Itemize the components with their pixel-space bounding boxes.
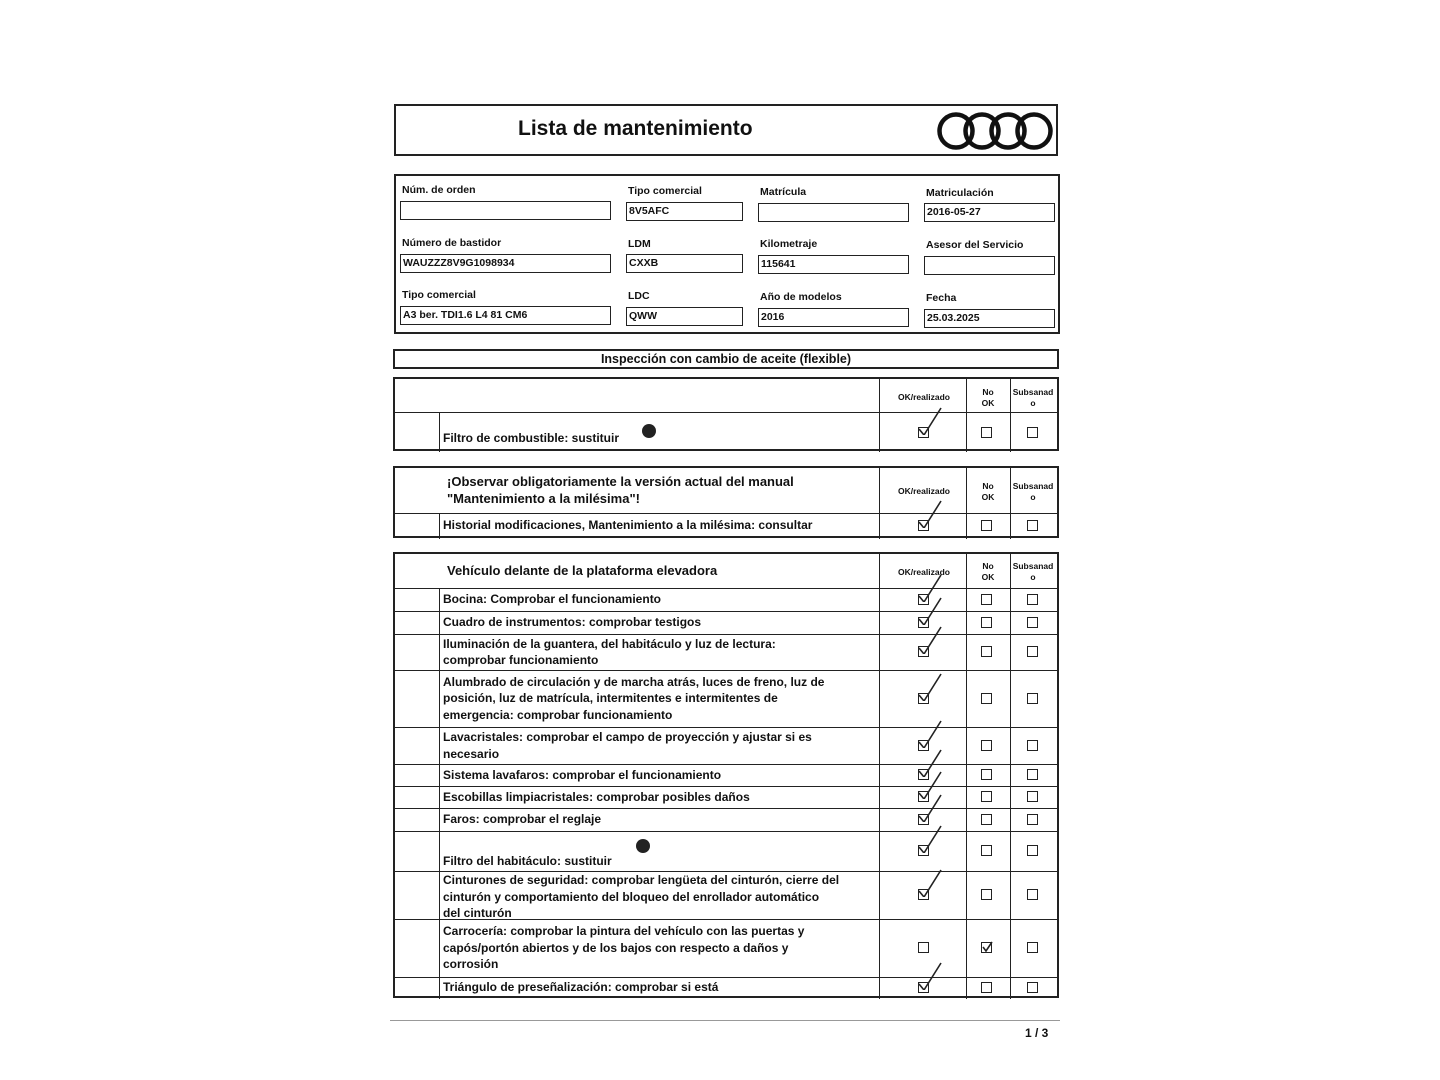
check-tick-icon <box>915 595 945 625</box>
check-tick-icon <box>915 960 945 990</box>
subsanado-header-line1: Subsanad <box>1012 481 1054 491</box>
no-ok-header-line1: No <box>982 387 994 397</box>
manual-notice-section <box>393 466 1059 538</box>
no-ok-checkbox[interactable] <box>981 791 992 802</box>
check-tick-icon <box>915 718 945 748</box>
subsanado-header-line2: o <box>1030 572 1036 582</box>
no-ok-checkbox[interactable] <box>981 769 992 780</box>
subsanado-checkbox[interactable] <box>1027 814 1038 825</box>
manual-notice-line1: ¡Observar obligatoriamente la versión actual del manual <box>447 474 794 489</box>
matriculacion-label: Matriculación <box>926 187 994 199</box>
no-ok-checkbox[interactable] <box>981 740 992 751</box>
checklist-row-line2: posición, luz de matrícula, intermitentes e intermitentes de <box>443 691 778 706</box>
checklist-row-line3: corrosión <box>443 957 499 972</box>
checklist-row-line2: comprobar funcionamiento <box>443 653 599 667</box>
matricula-label: Matrícula <box>760 186 807 198</box>
checklist-row-text <box>443 923 879 973</box>
check-tick-icon <box>915 867 945 897</box>
no-ok-checkbox[interactable] <box>981 889 992 900</box>
check-tick-icon <box>915 792 945 822</box>
ldc-label: LDC <box>628 290 650 302</box>
no-ok-checkbox[interactable] <box>981 693 992 704</box>
subsanado-checkbox[interactable] <box>1027 740 1038 751</box>
ok-column-header: OK/realizado <box>898 486 950 496</box>
checklist-row-line1: Cuadro de instrumentos: comprobar testigos <box>443 615 702 630</box>
replacement-dot-icon <box>642 424 656 438</box>
num-orden-value <box>400 201 611 220</box>
vehicle-info-box <box>394 174 1060 334</box>
asesor-label: Asesor del Servicio <box>926 239 1024 251</box>
num-orden-label: Núm. de orden <box>402 184 476 196</box>
checklist-row-text <box>443 853 879 870</box>
checklist-row-line1: Cinturones de seguridad: comprobar lengüeta del cinturón, cierre del <box>443 873 840 887</box>
ldm-label: LDM <box>628 238 651 250</box>
no-ok-checkbox[interactable] <box>981 845 992 856</box>
title-box <box>394 104 1058 156</box>
checklist-row-line3: emergencia: comprobar funcionamiento <box>443 707 673 722</box>
check-tick-icon <box>915 624 945 654</box>
subsanado-checkbox[interactable] <box>1027 427 1038 438</box>
checklist-row-line1: Alumbrado de circulación y de marcha atrás, luces de freno, luz de <box>443 674 825 689</box>
ok-column-header: OK/realizado <box>898 567 950 577</box>
ok-checkbox[interactable] <box>918 942 929 953</box>
checklist-row-line2: capós/portón abiertos y de los bajos con respecto a daños y <box>443 940 789 955</box>
no-ok-column-header <box>969 387 1007 409</box>
tipo-comercial-desc-value: A3 ber. TDI1.6 L4 81 CM6 <box>400 306 611 325</box>
check-tick-icon <box>981 941 993 953</box>
check-tick-icon <box>915 671 945 701</box>
ano-modelos-label: Año de modelos <box>760 291 842 303</box>
checklist-row-line1: Filtro del habitáculo: sustituir <box>443 854 612 868</box>
tipo-comercial-value: 8V5AFC <box>626 202 743 221</box>
tipo-comercial-desc-label: Tipo comercial <box>402 289 476 301</box>
no-ok-checkbox[interactable] <box>981 646 992 657</box>
no-ok-checkbox[interactable] <box>981 617 992 628</box>
subsanado-checkbox[interactable] <box>1027 594 1038 605</box>
checklist-row-text <box>443 729 879 762</box>
checklist-row-line1: Bocina: Comprobar el funcionamiento <box>443 592 662 607</box>
kilometraje-value: 115641 <box>758 255 909 274</box>
no-ok-header-line1: No <box>982 481 994 491</box>
subsanado-checkbox[interactable] <box>1027 693 1038 704</box>
no-ok-header-line2: OK <box>981 398 995 408</box>
subsanado-column-header <box>1010 561 1056 583</box>
four-rings-logo <box>936 111 1054 151</box>
fuel-filter-row-text: Filtro de combustible: sustituir <box>443 431 620 445</box>
no-ok-column-header <box>969 481 1007 503</box>
checklist-row-line1: Iluminación de la guantera, del habitáculo y luz de lectura: <box>443 636 776 651</box>
no-ok-checkbox[interactable] <box>981 594 992 605</box>
ano-modelos-value: 2016 <box>758 308 909 327</box>
checklist-row-line1: Triángulo de preseñalización: comprobar si está <box>443 980 719 995</box>
lift-section-header: Vehículo delante de la plataforma elevadora <box>447 563 718 578</box>
subsanado-checkbox[interactable] <box>1027 646 1038 657</box>
replacement-dot-icon <box>636 839 650 853</box>
fecha-label: Fecha <box>926 292 957 304</box>
no-ok-checkbox[interactable] <box>981 520 992 531</box>
checklist-row-line2: necesario <box>443 746 500 761</box>
vehicle-lift-section <box>393 552 1059 998</box>
matriculacion-value: 2016-05-27 <box>924 203 1055 222</box>
checklist-row-text <box>443 979 879 996</box>
fecha-value: 25.03.2025 <box>924 309 1055 328</box>
no-ok-checkbox[interactable] <box>981 427 992 438</box>
page-number: 1 / 3 <box>1025 1026 1049 1040</box>
numero-bastidor-label: Número de bastidor <box>402 237 502 249</box>
subsanado-checkbox[interactable] <box>1027 845 1038 856</box>
subsanado-header-line1: Subsanad <box>1012 387 1054 397</box>
checklist-row-line1: Sistema lavafaros: comprobar el funcionamiento <box>443 767 722 782</box>
no-ok-column-header <box>969 561 1007 583</box>
numero-bastidor-value: WAUZZZ8V9G1098934 <box>400 254 611 273</box>
subsanado-checkbox[interactable] <box>1027 617 1038 628</box>
checklist-row-text <box>443 591 879 608</box>
checklist-row-text <box>443 789 879 806</box>
fuel-filter-section <box>393 377 1059 451</box>
subsanado-checkbox[interactable] <box>1027 791 1038 802</box>
check-tick-icon <box>915 823 945 853</box>
ldc-value: QWW <box>626 307 743 326</box>
history-row-text: Historial modificaciones, Mantenimiento a la milésima: consultar <box>443 518 813 532</box>
no-ok-checkbox[interactable] <box>981 982 992 993</box>
subsanado-header-line1: Subsanad <box>1012 561 1054 571</box>
checklist-row-line1: Faros: comprobar el reglaje <box>443 812 602 827</box>
asesor-value <box>924 256 1055 275</box>
checklist-row-text <box>443 636 879 669</box>
subsanado-checkbox[interactable] <box>1027 942 1038 953</box>
checklist-row-line3: del cinturón <box>443 906 512 920</box>
subsanado-column-header <box>1010 387 1056 409</box>
subsanado-column-header <box>1010 481 1056 503</box>
ldm-value: CXXB <box>626 254 743 273</box>
document-title: Lista de mantenimiento <box>518 117 753 140</box>
subsanado-checkbox[interactable] <box>1027 769 1038 780</box>
check-tick-icon <box>915 405 945 435</box>
checklist-row-text <box>443 614 879 631</box>
subsanado-checkbox[interactable] <box>1027 520 1038 531</box>
kilometraje-label: Kilometraje <box>760 238 818 250</box>
footer-divider <box>390 1020 1060 1021</box>
no-ok-header-line2: OK <box>981 572 995 582</box>
no-ok-checkbox[interactable] <box>981 814 992 825</box>
checklist-row-text <box>443 811 879 828</box>
checklist-row-text <box>443 872 879 922</box>
subsanado-header-line2: o <box>1030 492 1036 502</box>
checklist-row-line2: cinturón y comportamiento del bloqueo del enrollador automático <box>443 889 820 904</box>
checklist-row-line1: Carrocería: comprobar la pintura del vehículo con las puertas y <box>443 924 805 939</box>
tipo-comercial-label: Tipo comercial <box>628 185 702 197</box>
matricula-value <box>758 203 909 222</box>
subsanado-checkbox[interactable] <box>1027 982 1038 993</box>
subsanado-checkbox[interactable] <box>1027 889 1038 900</box>
checklist-row-text <box>443 767 879 784</box>
checklist-row-text <box>443 674 879 724</box>
subsanado-header-line2: o <box>1030 398 1036 408</box>
manual-notice-line2: "Mantenimiento a la milésima"! <box>447 491 640 506</box>
no-ok-header-line2: OK <box>981 492 995 502</box>
checklist-row-line1: Escobillas limpiacristales: comprobar posibles daños <box>443 789 750 804</box>
inspection-banner: Inspección con cambio de aceite (flexible) <box>393 349 1059 369</box>
ok-column-header: OK/realizado <box>898 392 950 402</box>
check-tick-icon <box>915 498 945 528</box>
no-ok-header-line1: No <box>982 561 994 571</box>
checklist-row-line1: Lavacristales: comprobar el campo de proyección y ajustar si es <box>443 730 812 744</box>
